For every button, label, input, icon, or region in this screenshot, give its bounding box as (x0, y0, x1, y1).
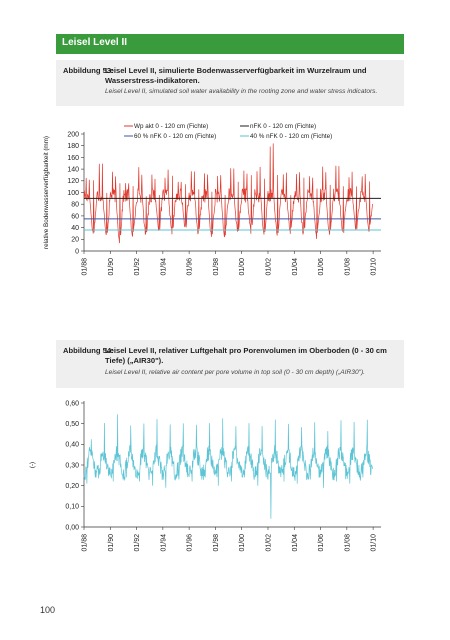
x-tick-label: 01/96 (186, 258, 194, 276)
x-tick-label: 01/04 (291, 534, 299, 552)
x-tick-label: 01/04 (291, 258, 299, 276)
x-tick-label: 01/98 (212, 534, 220, 552)
y-tick-label: 0,10 (65, 503, 79, 511)
y-tick-label: 0,30 (65, 462, 79, 470)
y-tick-label: 140 (67, 166, 79, 174)
x-tick-label: 01/06 (318, 258, 326, 276)
y-tick-label: 80 (71, 201, 79, 209)
x-tick-label: 01/88 (81, 258, 89, 276)
page-number: 100 (40, 605, 56, 615)
legend-label: 40 % nFK 0 - 120 cm (Fichte) (250, 133, 333, 140)
y-tick-label: 0,00 (65, 524, 79, 532)
y-tick-label: 0 (75, 248, 79, 256)
caption-german: Leisel Level II, relativer Luftgehalt pro Porenvolumen im Oberboden (0 - 30 cm Tiefe) („AIR30"). (105, 346, 387, 365)
x-tick-label: 01/10 (370, 258, 378, 276)
y-tick-label: 160 (67, 154, 79, 162)
x-tick-label: 01/88 (81, 534, 89, 552)
x-tick-label: 01/08 (344, 534, 352, 552)
y-axis-label: (-) (29, 461, 36, 469)
y-tick-label: 120 (67, 178, 79, 186)
figure-number: Abbildung 53: (63, 66, 114, 75)
y-tick-label: 0,50 (65, 421, 79, 429)
y-tick-label: 100 (67, 189, 79, 197)
y-tick-label: 20 (71, 236, 79, 244)
y-tick-label: 0,20 (65, 483, 79, 491)
x-tick-label: 01/00 (239, 258, 247, 276)
x-tick-label: 01/06 (318, 534, 326, 552)
legend-label: nFK 0 - 120 cm (Fichte) (250, 123, 317, 130)
y-tick-label: 0,40 (65, 441, 79, 449)
legend-label: Wp akt 0 - 120 cm (Fichte) (134, 123, 209, 130)
section-title: Leisel Level II (62, 37, 128, 48)
y-tick-label: 180 (67, 143, 79, 151)
figure-number: Abbildung 54: (63, 346, 114, 355)
x-tick-label: 01/98 (212, 258, 220, 276)
caption-english: Leisel Level II, relative air content per pore volume in top soil (0 - 30 cm depth) („AIR30"). (105, 369, 365, 376)
y-tick-label: 200 (67, 131, 79, 139)
x-tick-label: 01/94 (160, 534, 168, 552)
series-line (84, 414, 373, 519)
y-tick-label: 40 (71, 225, 79, 232)
x-tick-label: 01/90 (107, 534, 115, 552)
x-tick-label: 01/92 (134, 258, 142, 276)
x-tick-label: 01/02 (265, 534, 273, 552)
x-tick-label: 01/94 (160, 258, 168, 276)
legend-label: 60 % nFK 0 - 120 cm (Fichte) (134, 133, 217, 140)
x-tick-label: 01/96 (186, 534, 194, 552)
x-tick-label: 01/10 (370, 534, 378, 552)
y-axis-label: relative Bodenwasserverfügbarkeit (mm) (43, 135, 50, 250)
x-tick-label: 01/92 (134, 534, 142, 552)
x-tick-label: 01/08 (344, 258, 352, 276)
x-tick-label: 01/90 (107, 258, 115, 276)
x-tick-label: 01/02 (265, 258, 273, 276)
x-tick-label: 01/00 (239, 534, 247, 552)
y-tick-label: 0,60 (65, 400, 79, 408)
y-tick-label: 60 (71, 213, 79, 221)
caption-german: Leisel Level II, simulierte Bodenwasserverfügbarkeit im Wurzelraum und Wasserstress-indikatoren. (105, 66, 367, 85)
caption-english: Leisel Level II, simulated soil water availability in the rooting zone and water stress indicators. (105, 88, 378, 95)
